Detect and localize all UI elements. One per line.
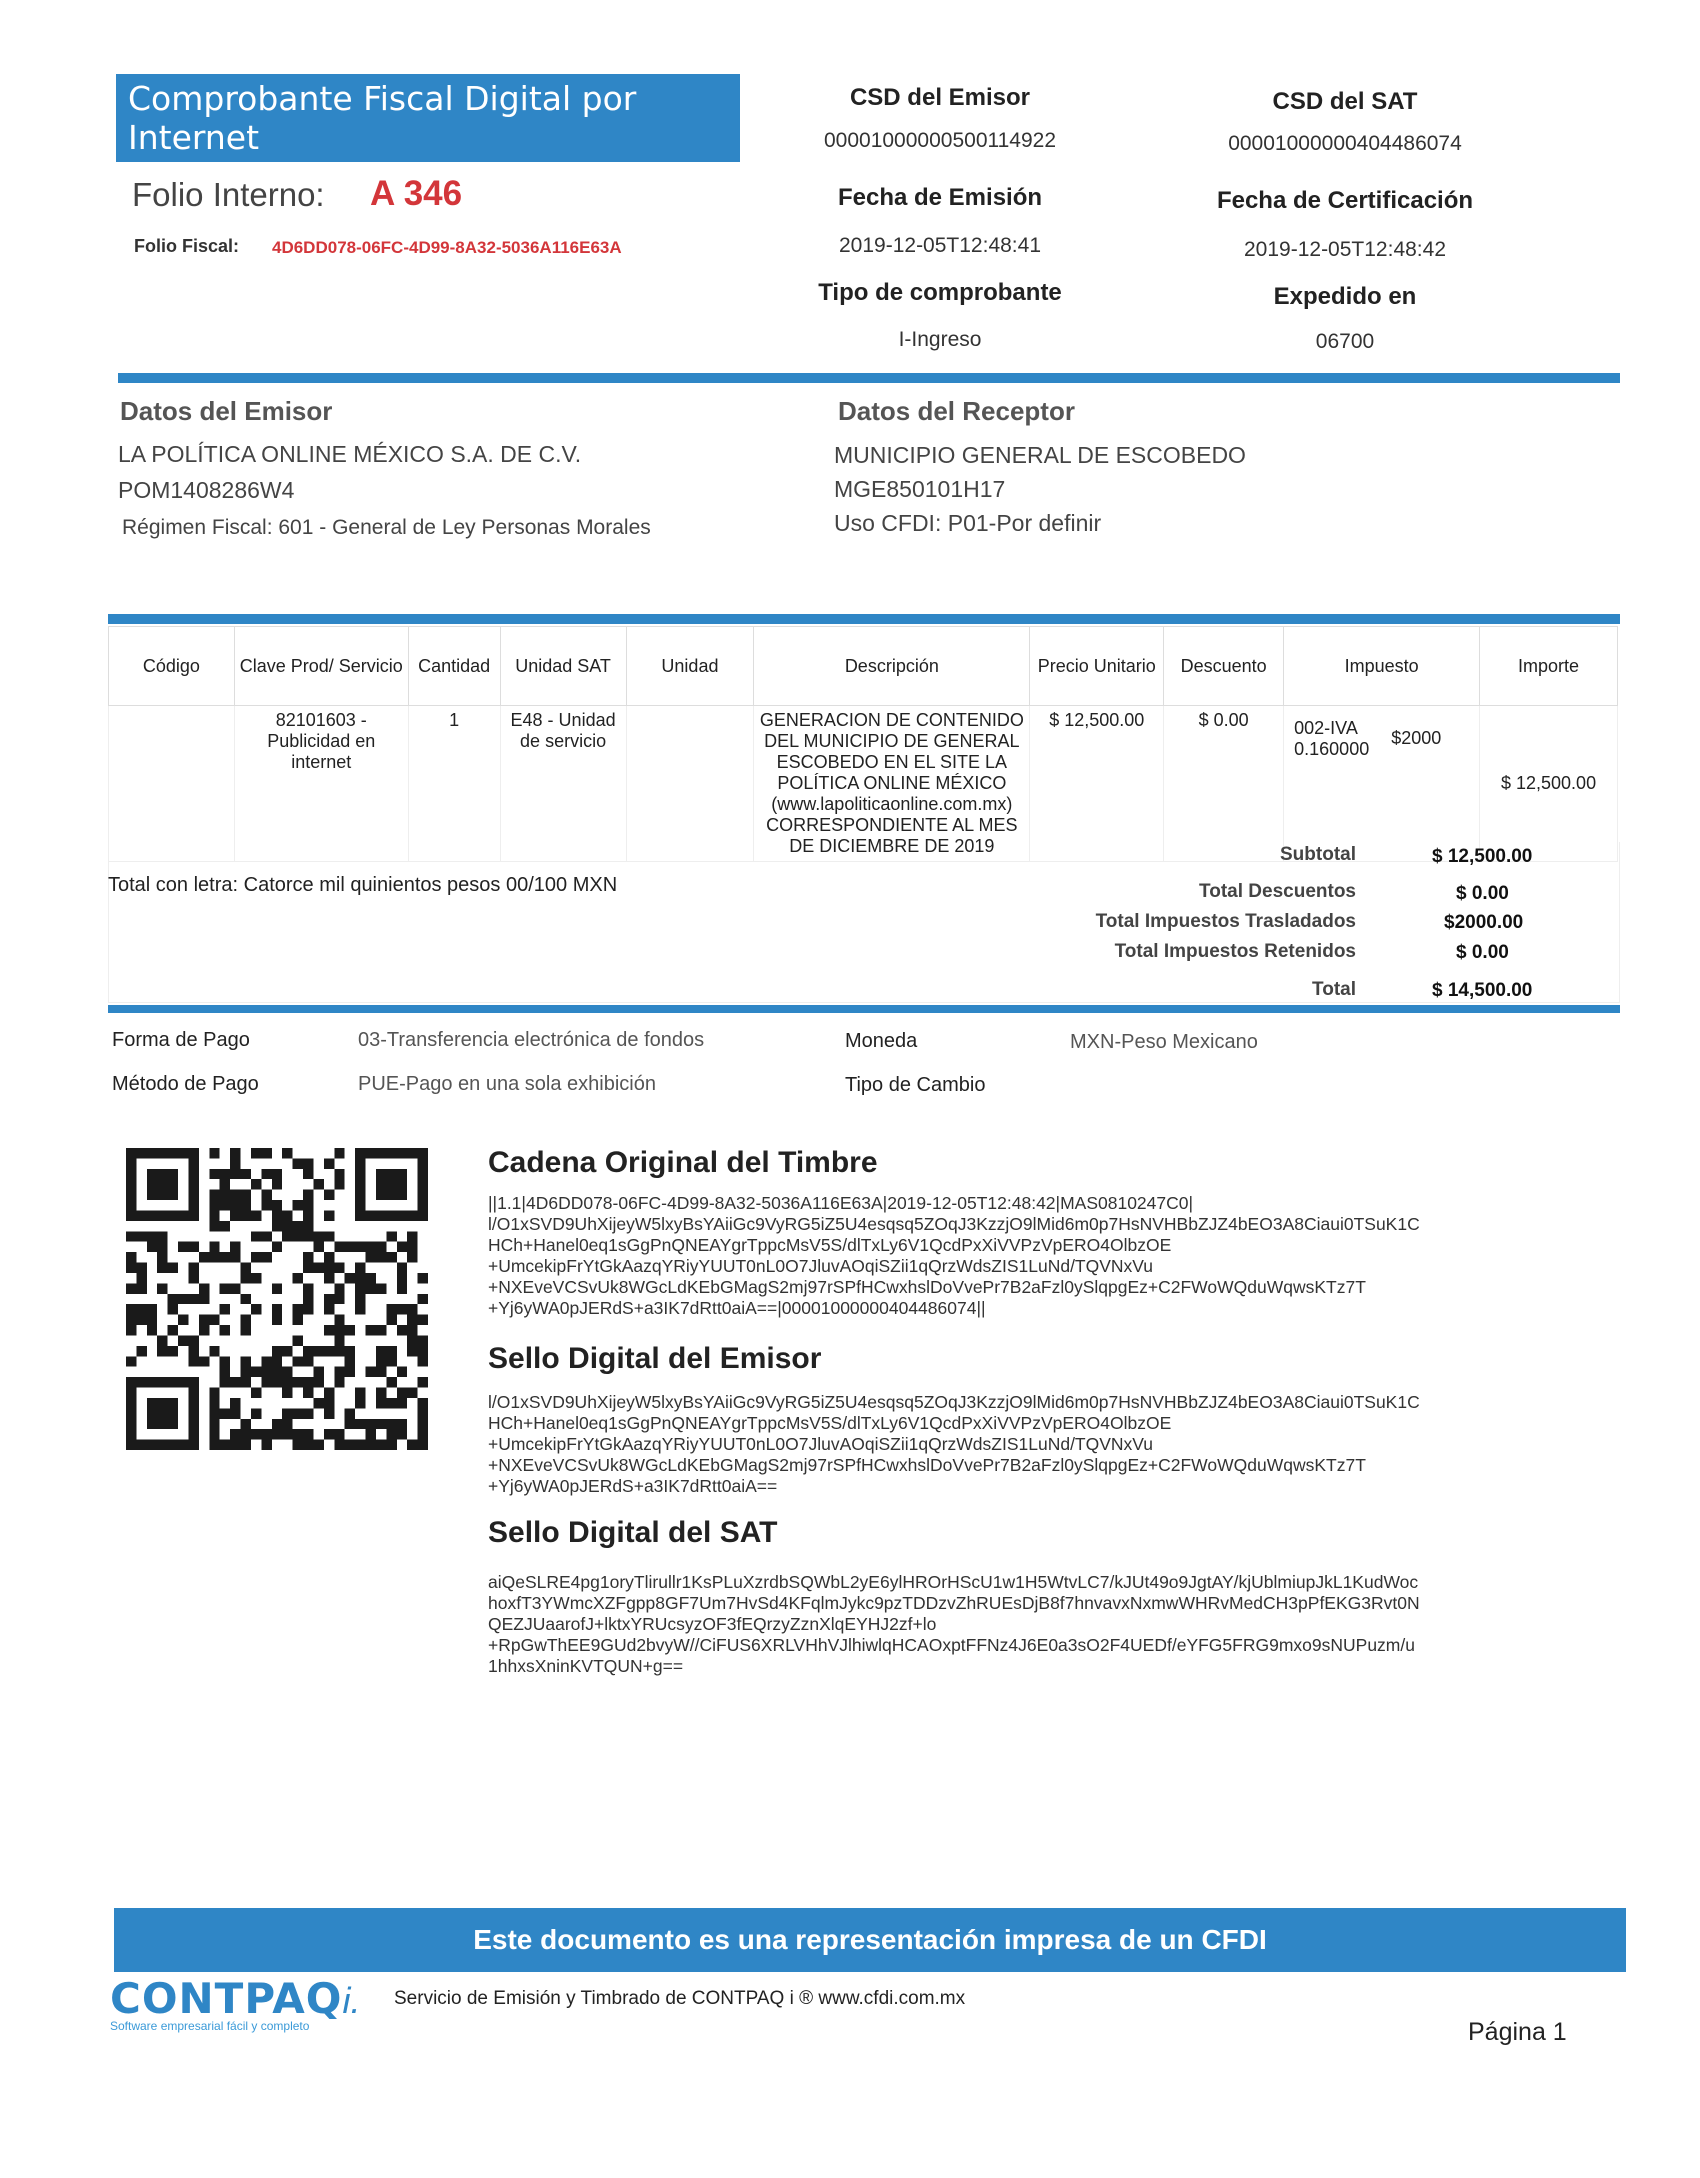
subtotal-label: Subtotal <box>1280 844 1356 865</box>
page-number: Página 1 <box>1468 2018 1567 2046</box>
cell-codigo <box>109 706 235 862</box>
cadena-text: ||1.1|4D6DD078-06FC-4D99-8A32-5036A116E63A|2019-12-05T12:48:42|MAS0810247C0| l/O1xSVD9UhXijeyW5lxyBsYAiiGc9VyRG5iZ5U4esqsq5ZOqJ3KzzjO9lMid6m0p7HsNVHBbZJZ4bEO3A8Ciaui0TSuK1C HCh+Hanel0eq1sGgPnQNEAYgrTppcMsV5S/dlTxLy6V1QcdPxXiVVPzVpERO4OlbzOE +UmcekipFrYtGkAazqYRiyYUUT0nL0O7JluvAOqiSZii1qQrzWdsZIS1LuNd/TQVNxVu +NXEveVCSvUk8WGcLdKEbGMagS2mj97rSPfHCwxhslDoVvePr7B2aFzl0ySlqpgEz+C2FWoWQduWqwsKTz7T +Yj6yWA0pJERdS+a3IK7dRtt0aiA==|00001000000404486074|| <box>488 1193 1420 1318</box>
table-top-divider <box>108 614 1620 624</box>
folio-interno-label: Folio Interno: <box>132 176 325 213</box>
folio-fiscal-label: Folio Fiscal: <box>134 236 240 256</box>
logo-wordmark: CONTPAQ <box>110 1974 343 2023</box>
expedido-en-value: 06700 <box>1315 330 1375 353</box>
col-cantidad: Cantidad <box>408 627 500 706</box>
fecha-certificacion-value: 2019-12-05T12:48:42 <box>1244 238 1446 261</box>
cell-descuento: $ 0.00 <box>1164 706 1284 862</box>
tipo-comprobante-label: Tipo de comprobante <box>818 279 1062 306</box>
csd-emisor-label: CSD del Emisor <box>849 84 1031 111</box>
trasladados-label: Total Impuestos Trasladados <box>1095 911 1356 932</box>
retenidos-label: Total Impuestos Retenidos <box>1114 941 1356 962</box>
fecha-emision-label: Fecha de Emisión <box>837 184 1043 211</box>
logo-tagline: Software empresarial fácil y completo <box>110 2019 310 2033</box>
moneda-value: MXN-Peso Mexicano <box>1070 1031 1258 1053</box>
fecha-emision-value: 2019-12-05T12:48:41 <box>839 234 1041 257</box>
total-value: $ 14,500.00 <box>1432 980 1533 1001</box>
importe-value: $ 12,500.00 <box>1500 773 1597 793</box>
csd-emisor-value: 00001000000500114922 <box>823 129 1057 152</box>
footer-service-text: Servicio de Emisión y Timbrado de CONTPAQ i ® www.cfdi.com.mx <box>394 1988 966 2009</box>
cell-descripcion: GENERACION DE CONTENIDO DEL MUNICIPIO DE GENERAL ESCOBEDO EN EL SITE LA POLÍTICA ONLINE MÉXICO (www.lapoliticaonline.com.mx) CORRESPONDIENTE AL MES DE DICIEMBRE DE 2019 <box>754 706 1030 862</box>
table-row <box>109 706 1618 862</box>
cell-cantidad: 1 <box>408 706 500 862</box>
document-title: Comprobante Fiscal Digital por Internet <box>116 74 740 162</box>
cell-clave: 82101603 - Publicidad en internet <box>234 706 408 862</box>
items-table <box>108 626 1618 862</box>
sello-sat-title: Sello Digital del SAT <box>488 1516 778 1549</box>
descuentos-label: Total Descuentos <box>1199 881 1356 902</box>
sello-sat-text: aiQeSLRE4pg1oryTlirullr1KsPLuXzrdbSQWbL2yE6ylHROrHScU1w1H5WtvLC7/kJUt49o9JgtAY/kjUblmiupJkL1KudWoc hoxfT3YWmcXZFgpp8GF7Um7HvSd4KFqlmJykc9pzTDDzvZhRUEsDjB8f7hnvavxNxmwWHRvMedCH3pPfEKG3Rvt0N QEZJUaarofJ+lktxYRUcsyzOF3fEQrzyZznXlqEYHJ2zf+lo +RpGwThEE9GUd2bvyW//CiFUS6XRLVHhVJlhiwlqHCAOxptFFNz4J6E0a3sO2F4UEDf/eYFG5FRG9mxo9sNUPuzm/u 1hhxsXninKVTQUN+g== <box>488 1572 1420 1676</box>
receptor-uso: Uso CFDI: P01-Por definir <box>834 510 1102 536</box>
impuesto-tasa: 0.160000 <box>1294 739 1370 759</box>
forma-pago-label: Forma de Pago <box>112 1029 250 1051</box>
col-precio: Precio Unitario <box>1030 627 1164 706</box>
col-descripcion: Descripción <box>754 627 1030 706</box>
moneda-label: Moneda <box>845 1030 918 1052</box>
folio-fiscal-value: 4D6DD078-06FC-4D99-8A32-5036A116E63A <box>272 238 622 257</box>
col-unidad: Unidad <box>626 627 754 706</box>
forma-pago-value: 03-Transferencia electrónica de fondos <box>358 1029 705 1051</box>
metodo-pago-label: Método de Pago <box>112 1073 259 1095</box>
totals-box <box>108 842 1620 1003</box>
total-label: Total <box>1312 979 1356 1000</box>
col-importe: Importe <box>1480 627 1618 706</box>
contpaqi-logo <box>110 1974 360 2033</box>
logo-i: i. <box>342 1980 361 2021</box>
cell-unidad <box>626 706 754 862</box>
col-codigo: Código <box>109 627 235 706</box>
col-impuesto: Impuesto <box>1284 627 1480 706</box>
receptor-name: MUNICIPIO GENERAL DE ESCOBEDO <box>834 442 1246 468</box>
table-header-row <box>109 627 1618 706</box>
sello-emisor-text: l/O1xSVD9UhXijeyW5lxyBsYAiiGc9VyRG5iZ5U4esqsq5ZOqJ3KzzjO9lMid6m0p7HsNVHBbZJZ4bEO3A8Ciaui0TSuK1C HCh+Hanel0eq1sGgPnQNEAYgrTppcMsV5S/dlTxLy6V1QcdPxXiVVPzVpERO4OlbzOE +UmcekipFrYtGkAazqYRiyYUUT0nL0O7JluvAOqiSZii1qQrzWdsZIS1LuNd/TQVNxVu +NXEveVCSvUk8WGcLdKEbGMagS2mj97rSPfHCwxhslDoVvePr7B2aFzl0ySlqpgEz+C2FWoWQduWqwsKTz7T +Yj6yWA0pJERdS+a3IK7dRtt0aiA== <box>488 1392 1420 1496</box>
qr-code <box>126 1148 428 1450</box>
cell-unidad-sat: E48 - Unidad de servicio <box>500 706 626 862</box>
retenidos-value: $ 0.00 <box>1456 942 1509 963</box>
header-divider <box>118 373 1620 383</box>
emisor-regimen: Régimen Fiscal: 601 - General de Ley Personas Morales <box>122 516 651 539</box>
col-descuento: Descuento <box>1164 627 1284 706</box>
expedido-en-label: Expedido en <box>1273 283 1417 310</box>
cfdi-banner: Este documento es una representación impresa de un CFDI <box>114 1908 1626 1972</box>
subtotal-value: $ 12,500.00 <box>1432 846 1533 867</box>
col-unidad-sat: Unidad SAT <box>500 627 626 706</box>
tipo-cambio-label: Tipo de Cambio <box>845 1074 986 1096</box>
cell-importe <box>1480 706 1618 862</box>
totals-divider <box>108 1005 1620 1013</box>
cell-precio: $ 12,500.00 <box>1030 706 1164 862</box>
total-con-letra: Total con letra: Catorce mil quinientos pesos 00/100 MXN <box>108 874 618 896</box>
emisor-title: Datos del Emisor <box>120 396 333 426</box>
impuesto-monto: $2000 <box>1391 728 1442 748</box>
emisor-name: LA POLÍTICA ONLINE MÉXICO S.A. DE C.V. <box>118 441 582 467</box>
tipo-comprobante-value: I-Ingreso <box>898 328 982 351</box>
receptor-title: Datos del Receptor <box>838 396 1075 426</box>
impuesto-tipo: 002-IVA <box>1294 718 1358 738</box>
col-clave: Clave Prod/ Servicio <box>234 627 408 706</box>
csd-sat-value: 00001000000404486074 <box>1228 132 1462 155</box>
cell-impuesto <box>1284 706 1480 862</box>
metodo-pago-value: PUE-Pago en una sola exhibición <box>358 1073 656 1095</box>
emisor-rfc: POM1408286W4 <box>118 477 295 503</box>
sello-emisor-title: Sello Digital del Emisor <box>488 1342 822 1375</box>
trasladados-value: $2000.00 <box>1444 912 1524 933</box>
receptor-rfc: MGE850101H17 <box>834 476 1006 502</box>
csd-sat-label: CSD del SAT <box>1272 88 1418 115</box>
cadena-title: Cadena Original del Timbre <box>488 1146 878 1179</box>
descuentos-value: $ 0.00 <box>1456 883 1509 904</box>
fecha-certificacion-label: Fecha de Certificación <box>1216 187 1474 214</box>
folio-interno-value: A 346 <box>370 174 463 213</box>
